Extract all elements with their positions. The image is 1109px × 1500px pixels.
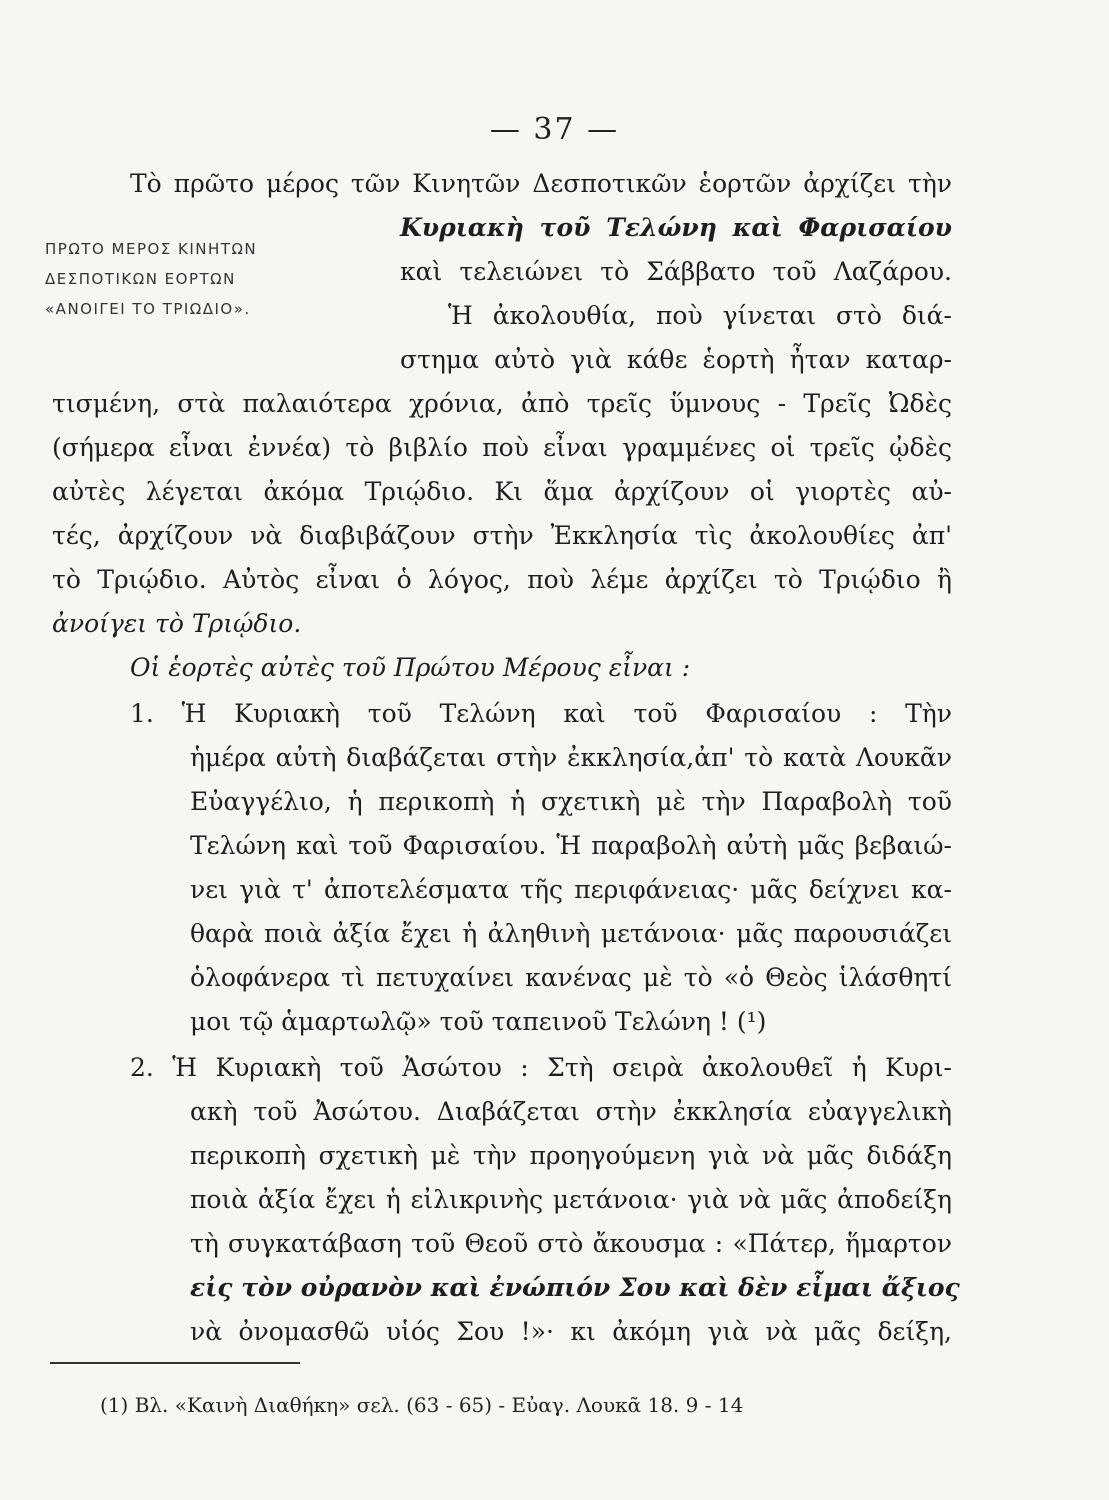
text-line-3: καὶ τελειώνει τὸ Σάββατο τοῦ Λαζάρου. [400,257,952,286]
text-line-6: τισμένη, στὰ παλαιότερα χρόνια, ἀπὸ τρεῖς ὕμνους - Τρεῖς Ὠδὲς [52,389,952,418]
item-1-line-8: μοι τῷ ἁμαρτωλῷ» τοῦ ταπεινοῦ Τελώνη ! (¹) [190,1007,767,1036]
text-line-1: Τὸ πρῶτο μέρος τῶν Κινητῶν Δεσποτικῶν ἑορτῶν ἀρχίζει τὴν [130,169,952,198]
margin-heading-line-2: ΔΕΣΠΟΤΙΚΩΝ ΕΟΡΤΩΝ [45,270,236,288]
text-line-2: Κυριακὴ τοῦ Τελώνη καὶ Φαρισαίου [400,213,952,242]
item-2-line-1: 2. Ἡ Κυριακὴ τοῦ Ἀσώτου : Στὴ σειρὰ ἀκολουθεῖ ἡ Κυρι- [130,1053,952,1082]
text-line-12: Οἱ ἑορτὲς αὐτὲς τοῦ Πρώτου Μέρους εἶναι : [130,653,691,682]
text-line-10: τὸ Τριῴδιο. Αὐτὸς εἶναι ὁ λόγος, ποὺ λέμε ἀρχίζει τὸ Τριῴδιο ἢ [52,565,952,594]
item-2-line-2: ακὴ τοῦ Ἀσώτου. Διαβάζεται στὴν ἐκκλησία εὐαγγελικὴ [190,1097,952,1126]
footnote-rule [50,1362,300,1364]
text-line-8: αὐτὲς λέγεται ἀκόμα Τριῴδιο. Κι ἅμα ἀρχίζουν οἱ γιορτὲς αὐ- [52,477,952,506]
page-number: — 37 — [489,112,620,147]
footnote: (1) Βλ. «Καινὴ Διαθήκη» σελ. (63 - 65) - Εὐαγ. Λουκᾶ 18. 9 - 14 [100,1393,744,1417]
item-1-line-5: νει γιὰ τ' ἀποτελέσματα τῆς περιφάνειας· μᾶς δείχνει κα- [190,875,952,904]
item-1-line-7: ὁλοφάνερα τὶ πετυχαίνει κανένας μὲ τὸ «ὁ Θεὸς ἱλάσθητί [190,963,952,992]
text-line-5: στημα αὐτὸ γιὰ κάθε ἑορτὴ ἦταν καταρ- [400,345,952,374]
item-2-line-7: νὰ ὀνομασθῶ υἱός Σου !»· κι ἀκόμη γιὰ νὰ μᾶς δείξη, [190,1317,952,1346]
text-line-9: τές, ἀρχίζουν νὰ διαβιβάζουν στὴν Ἐκκλησία τὶς ἀκολουθίες ἀπ' [52,521,952,550]
item-2-line-5: τὴ συγκατάβαση τοῦ Θεοῦ στὸ ἄκουσμα : «Πάτερ, ἥμαρτον [190,1229,952,1258]
margin-heading-line-1: ΠΡΩΤΟ ΜΕΡΟΣ ΚΙΝΗΤΩΝ [45,240,258,258]
margin-heading [45,238,345,320]
item-2-line-3: περικοπὴ σχετικὴ μὲ τὴν προηγούμενη γιὰ νὰ μᾶς διδάξη [190,1141,952,1170]
text-line-11: ἀνοίγει τὸ Τριῴδιο. [52,609,302,638]
margin-heading-line-3: «ΑΝΟΙΓΕΙ ΤΟ ΤΡΙΩΔΙΟ». [45,300,251,318]
text-line-4: Ἡ ἀκολουθία, ποὺ γίνεται στὸ διά- [448,301,952,330]
item-1-line-2: ἡμέρα αὐτὴ διαβάζεται στὴν ἐκκλησία,ἀπ' τὸ κατὰ Λουκᾶν [190,743,952,772]
item-1-line-3: Εὐαγγέλιο, ἡ περικοπὴ ἡ σχετικὴ μὲ τὴν Παραβολὴ τοῦ [190,787,952,816]
item-1-line-1: 1. Ἡ Κυριακὴ τοῦ Τελώνη καὶ τοῦ Φαρισαίου : Τὴν [130,699,952,728]
item-2-line-6: εἰς τὸν οὐρανὸν καὶ ἐνώπιόν Σου καὶ δὲν εἶμαι ἄξιος [190,1273,960,1302]
item-1-line-6: θαρὰ ποιὰ ἀξία ἔχει ἡ ἀληθινὴ μετάνοια· μᾶς παρουσιάζει [190,919,952,948]
item-1-line-4: Τελώνη καὶ τοῦ Φαρισαίου. Ἡ παραβολὴ αὐτὴ μᾶς βεβαιώ- [190,831,952,860]
text-line-7: (σήμερα εἶναι ἐννέα) τὸ βιβλίο ποὺ εἶναι γραμμένες οἱ τρεῖς ᾠδὲς [52,433,952,462]
item-2-line-4: ποιὰ ἀξία ἔχει ἡ εἰλικρινὴς μετάνοια· γιὰ νὰ μᾶς ἀποδείξη [190,1185,952,1214]
